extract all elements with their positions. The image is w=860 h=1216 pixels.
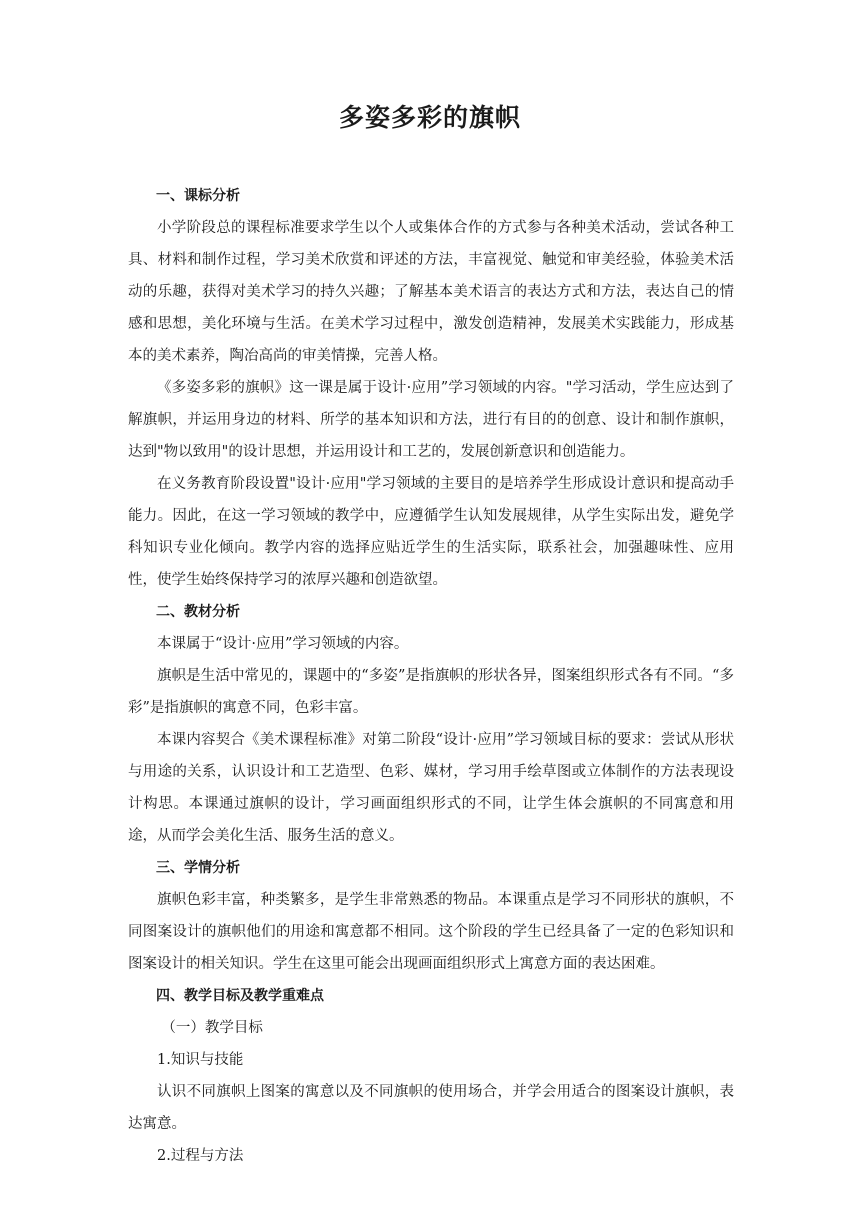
numbered-item: 2.过程与方法 (157, 1148, 244, 1164)
section-heading: 四、教学目标及教学重难点 (156, 988, 324, 1004)
body-paragraph: 认识不同旗帜上图案的寓意以及不同旗帜的使用场合，并学会用适合的图案设计旗帜，表达寓意。 (128, 1084, 734, 1132)
body-paragraph: 在义务教育阶段设置"设计·应用"学习领域的主要目的是培养学生形成设计意识和提高动手能力。因此，在这一学习领域的教学中，应遵循学生认知发展规律，从学生实际出发，避免学科知识专业化倾向。教学内容的选择应贴近学生的生活实际，联系社会，加强趣味性、应用性，使学生始终保持学习的浓厚兴趣和创造欲望。 (128, 476, 734, 588)
subsection-heading: （一）教学目标 (161, 1020, 263, 1036)
body-paragraph: 旗帜是生活中常见的，课题中的“多姿”是指旗帜的形状各异，图案组织形式各有不同。“多彩”是指旗帜的寓意不同，色彩丰富。 (128, 668, 734, 716)
numbered-item: 1.知识与技能 (157, 1052, 244, 1068)
body-paragraph: 小学阶段总的课程标准要求学生以个人或集体合作的方式参与各种美术活动，尝试各种工具、材料和制作过程，学习美术欣赏和评述的方法，丰富视觉、触觉和审美经验，体验美术活动的乐趣，获得对美术学习的持久兴趣；了解基本美术语言的表达方式和方法，表达自己的情感和思想，美化环境与生活。在美术学习过程中，激发创造精神，发展美术实践能力，形成基本的美术素养，陶冶高尚的审美情操，完善人格。 (128, 220, 734, 364)
section-heading: 三、学情分析 (156, 860, 240, 876)
body-paragraph: 旗帜色彩丰富，种类繁多，是学生非常熟悉的物品。本课重点是学习不同形状的旗帜，不同图案设计的旗帜他们的用途和寓意都不相同。这个阶段的学生已经具备了一定的色彩知识和图案设计的相关知识。学生在这里可能会出现画面组织形式上寓意方面的表达困难。 (128, 892, 734, 972)
section-heading: 一、课标分析 (156, 188, 240, 204)
document-title: 多姿多彩的旗帜 (338, 103, 521, 132)
document-body (128, 180, 734, 1172)
body-paragraph: 《多姿多彩的旗帜》这一课是属于设计·应用”学习领域的内容。"学习活动，学生应达到了解旗帜，并运用身边的材料、所学的基本知识和方法，进行有目的的创意、设计和制作旗帜，达到"物以致用"的设计思想，并运用设计和工艺的，发展创新意识和创造能力。 (128, 380, 734, 460)
body-paragraph: 本课属于“设计·应用”学习领域的内容。 (157, 636, 409, 652)
body-paragraph: 本课内容契合《美术课程标准》对第二阶段“设计·应用”学习领域目标的要求：尝试从形状与用途的关系，认识设计和工艺造型、色彩、媒材，学习用手绘草图或立体制作的方法表现设计构思。本课通过旗帜的设计，学习画面组织形式的不同，让学生体会旗帜的不同寓意和用途，从而学会美化生活、服务生活的意义。 (128, 732, 734, 844)
section-heading: 二、教材分析 (156, 604, 240, 620)
